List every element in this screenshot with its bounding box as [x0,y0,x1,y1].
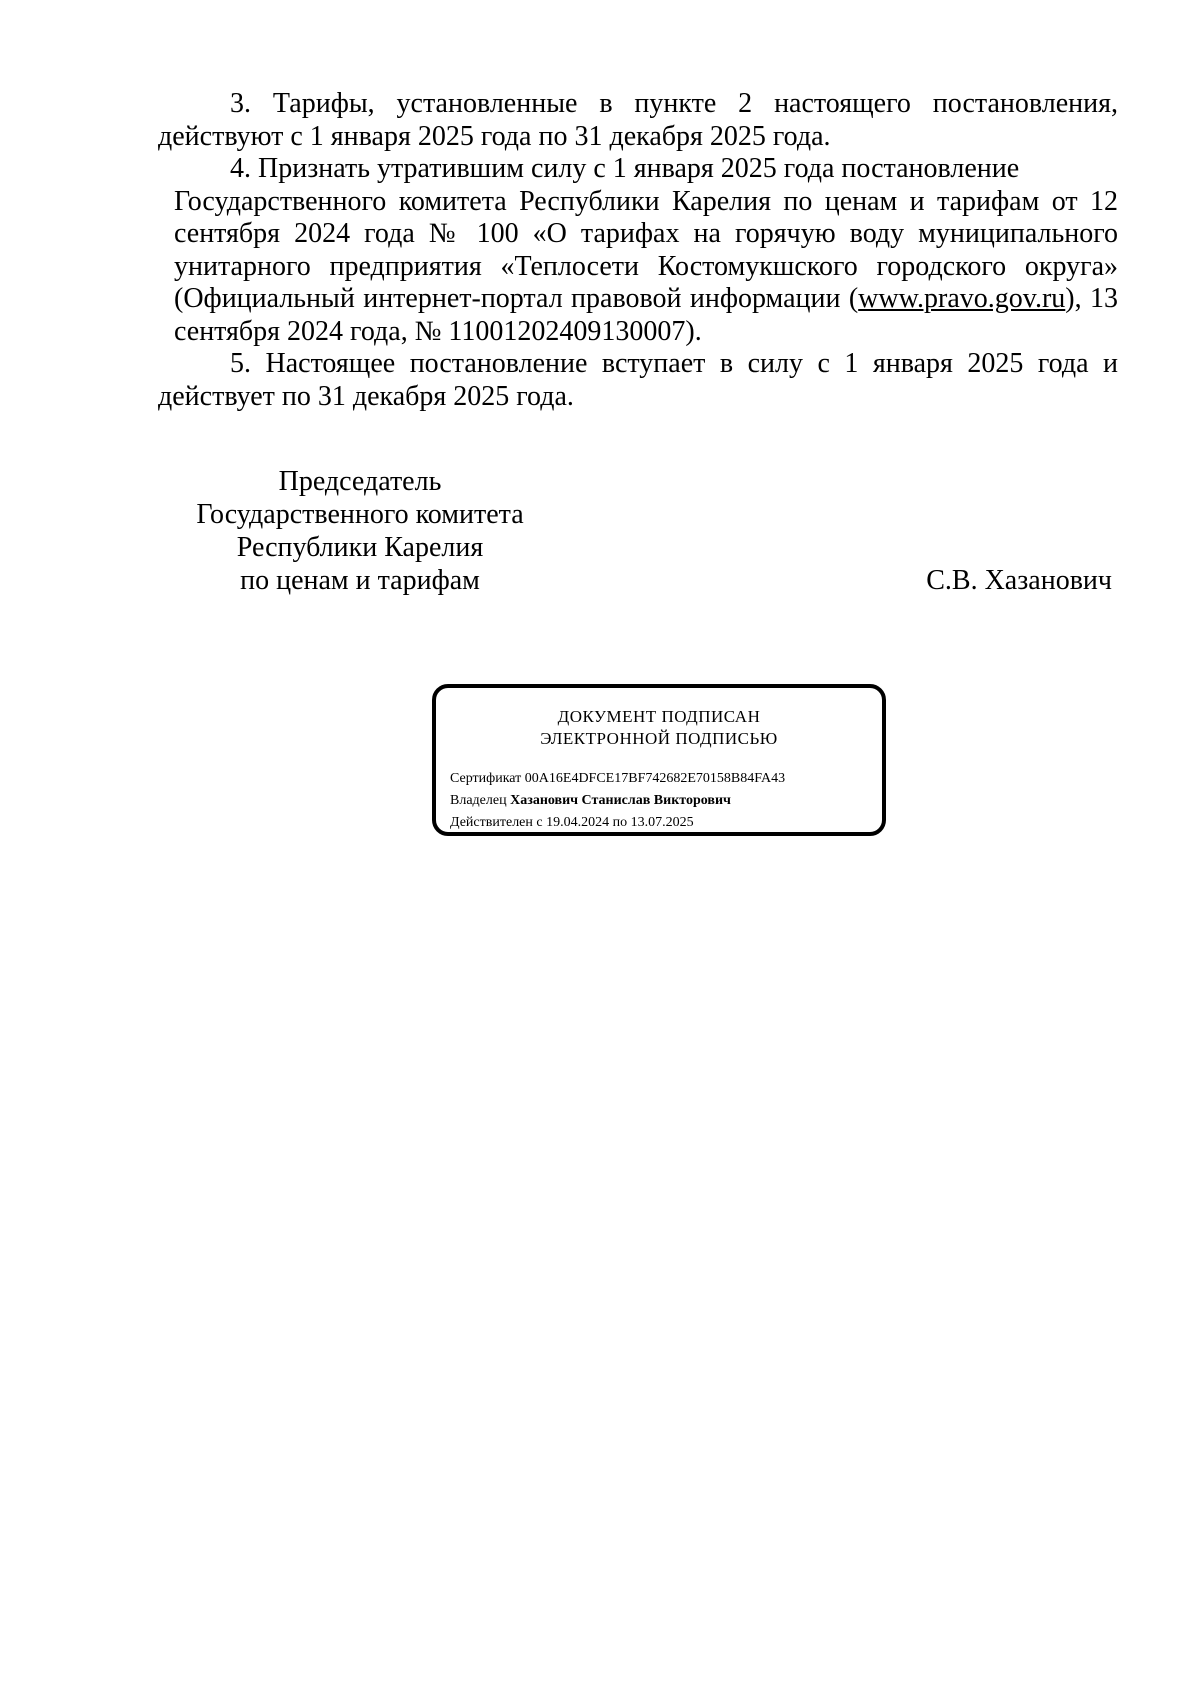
stamp-validity-row [450,812,785,834]
stamp-owner-value: Хазанович Станислав Викторович [510,793,731,808]
paragraph-4 [158,153,1118,348]
stamp-valid-from: 19.04.2024 [546,815,610,830]
signer-title-line-1: Председатель [278,466,442,497]
paragraph-5 [158,348,1118,413]
stamp-owner-label: Владелец [450,793,507,808]
electronic-signature-stamp [432,684,886,836]
stamp-details [450,768,785,834]
document-body [158,88,1118,413]
signer-title-line-2: Государственного комитета [196,499,524,530]
stamp-valid-from-label: с [536,815,543,830]
stamp-certificate-label: Сертификат [450,771,522,786]
signer-title-line-3: Республики Карелия [236,532,484,563]
stamp-owner-row [450,790,785,812]
stamp-valid-to: 13.07.2025 [630,815,694,830]
paragraph-3-text: 3. Тарифы, установленные в пункте 2 настоящего постановления, действуют с 1 января 2025 года по 31 декабря 2025 года. [158,88,1118,152]
signer-position [160,465,560,597]
signer-title-line-4: по ценам и тарифам [240,565,480,596]
stamp-title-line-2: ЭЛЕКТРОННОЙ ПОДПИСЬЮ [540,729,778,748]
signer-name: С.В. Хазанович [926,565,1112,596]
stamp-valid-label: Действителен [450,815,533,830]
stamp-valid-to-label: по [612,815,628,830]
paragraph-4-text-after-link: ), 13 сентября 2024 года, № 11001202409130007). [174,283,1118,347]
paragraph-3 [158,88,1118,153]
stamp-certificate-value: 00A16E4DFCE17BF742682E70158B84FA43 [524,771,786,786]
paragraph-4-first-line: 4. Признать утратившим силу с 1 января 2025 года постановление [230,153,1020,184]
pravo-gov-link[interactable]: www.pravo.gov.ru [858,283,1066,314]
paragraph-5-text: 5. Настоящее постановление вступает в силу с 1 января 2025 года и действует по 31 декабря 2025 года. [158,348,1118,412]
paragraph-4-rest [158,186,1118,349]
paragraph-4-text-before-link: Государственного комитета Республики Карелия по ценам и тарифам от 12 сентября 2024 года № 100 «О тарифах на горячую воду муниципального унитарного предприятия «Теплосети Костомукшского городского округа» (Официальный интернет-портал правовой информации ( [174,185,1118,314]
stamp-title [436,706,882,750]
stamp-certificate-row [450,768,785,790]
stamp-title-line-1: ДОКУМЕНТ ПОДПИСАН [557,707,761,726]
